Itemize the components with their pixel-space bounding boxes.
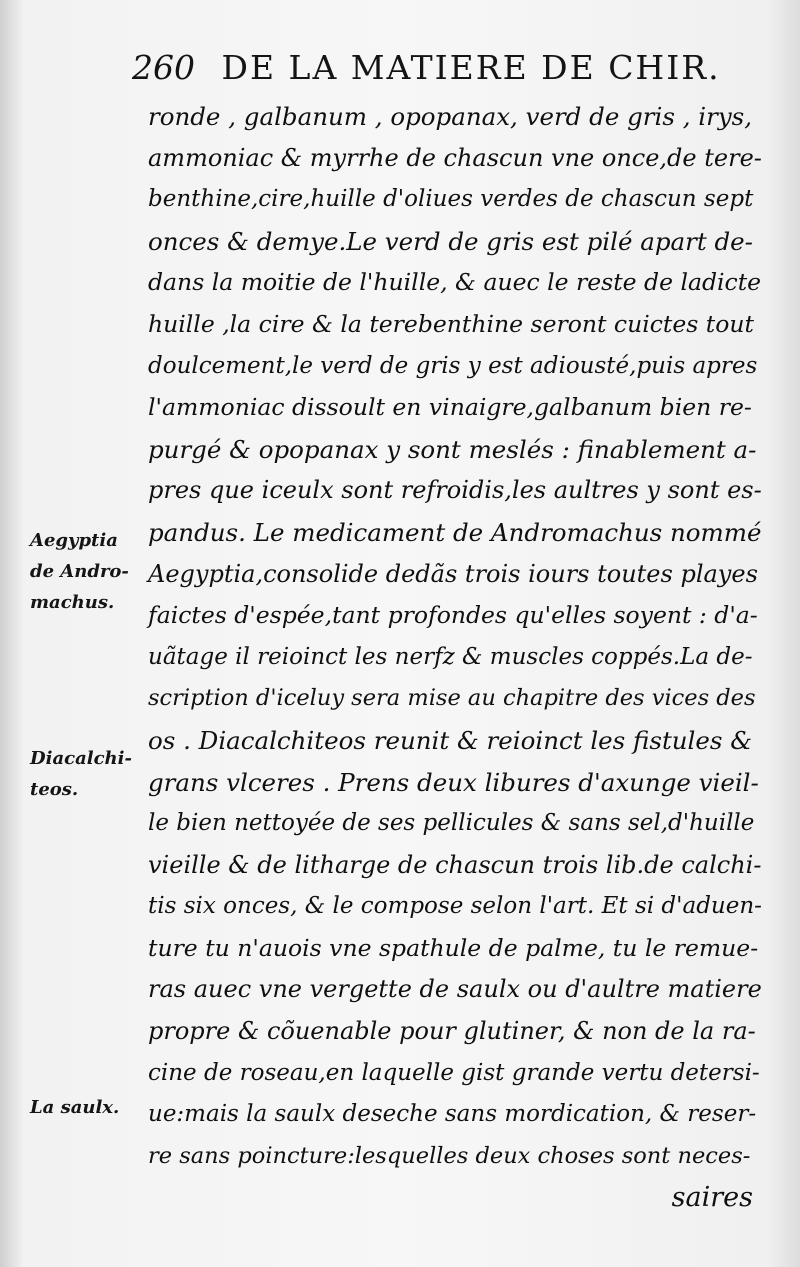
text-line: cine de roseau,en laquelle gist grande vertu detersi- bbox=[148, 1059, 760, 1086]
running-title: DE LA MATIERE DE CHIR. bbox=[221, 48, 721, 87]
text-line: doulcement,le verd de gris y est adiousté,puis apres bbox=[148, 352, 758, 379]
text-line: Aegyptia,consolide dedãs trois iours toutes playes bbox=[148, 559, 758, 588]
text-line: re sans poincture:lesquelles deux choses sont neces- bbox=[148, 1142, 751, 1169]
text-line: vieille & de litharge de chascun trois lib.de calchi- bbox=[148, 850, 762, 879]
page-number: 260 bbox=[132, 48, 195, 87]
margin-note-la-saulx bbox=[30, 1092, 140, 1123]
text-line: ras auec vne vergette de saulx ou d'aultre matiere bbox=[148, 975, 762, 1004]
text-line: dans la moitie de l'huille, & auec le reste de ladicte bbox=[148, 268, 762, 297]
margin-note-line: de Andro- bbox=[30, 561, 129, 582]
text-line: pandus. Le medicament de Andromachus nommé bbox=[148, 517, 762, 547]
margin-note-line: La saulx. bbox=[30, 1097, 120, 1118]
margin-note-line: Aegyptia bbox=[30, 530, 118, 551]
text-line: ue:mais la saulx deseche sans mordication, & reser- bbox=[148, 1101, 757, 1128]
text-line: propre & cõuenable pour glutiner, & non de la ra- bbox=[148, 1017, 756, 1046]
text-line: purgé & opopanax y sont meslés : finablement a- bbox=[148, 434, 757, 464]
text-line: ture tu n'auois vne spathule de palme, tu le remue- bbox=[148, 933, 759, 962]
catchword: saires bbox=[671, 1182, 753, 1214]
text-line: le bien nettoyée de ses pellicules & sans sel,d'huille bbox=[148, 810, 755, 837]
text-line: scription d'iceluy sera mise au chapitre des vices des bbox=[148, 685, 756, 712]
text-line: tis six onces, & le compose selon l'art. Et si d'aduen- bbox=[148, 893, 762, 920]
margin-note-line: teos. bbox=[30, 779, 79, 800]
text-line: grans vlceres . Prens deux libures d'axunge vieil- bbox=[148, 767, 759, 797]
margin-note-diacalchiteos bbox=[30, 743, 140, 805]
text-line: os . Diacalchiteos reunit & reioinct les fistules & bbox=[148, 725, 753, 755]
text-line: onces & demye.Le verd de gris est pilé apart de- bbox=[148, 226, 753, 256]
text-line: ronde , galbanum , opopanax, verd de gris , irys, bbox=[148, 102, 753, 131]
text-line: faictes d'espée,tant profondes qu'elles soyent : d'a- bbox=[148, 601, 758, 630]
margin-note-aegyptia bbox=[30, 525, 140, 618]
margin-note-line: machus. bbox=[30, 592, 115, 613]
margin-note-line: Diacalchi- bbox=[30, 748, 132, 769]
body-text bbox=[148, 96, 763, 1219]
text-line: pres que iceulx sont refroidis,les aultres y sont es- bbox=[148, 476, 762, 505]
text-line: ammoniac & myrrhe de chascun vne once,de tere- bbox=[148, 143, 762, 172]
text-line: benthine,cire,huille d'oliues verdes de chascun sept bbox=[148, 186, 754, 213]
text-line: uãtage il reioinct les nerfz & muscles coppés.La de- bbox=[148, 643, 753, 670]
running-header bbox=[132, 48, 772, 88]
text-line: huille ,la cire & la terebenthine seront cuictes tout bbox=[148, 309, 754, 338]
text-line: l'ammoniac dissoult en vinaigre,galbanum bien re- bbox=[148, 393, 752, 422]
